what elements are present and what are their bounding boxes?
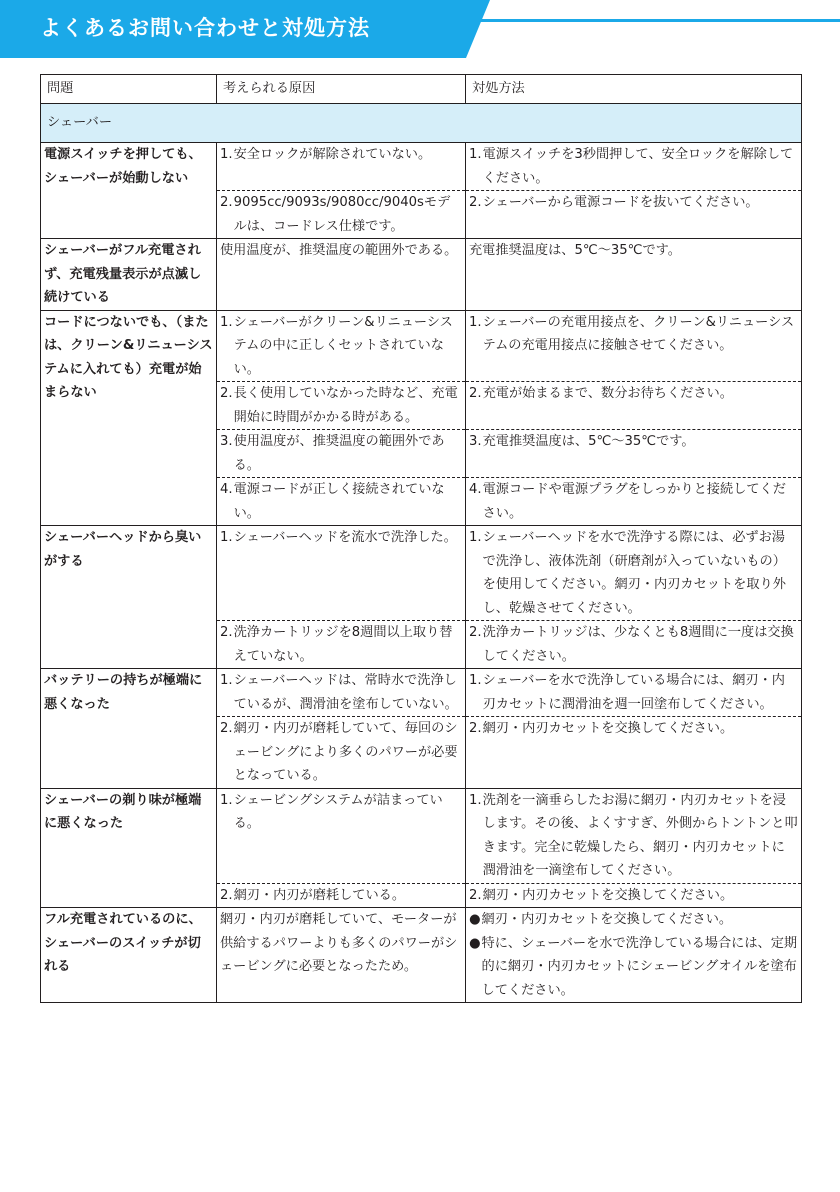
item-number: 2. [220, 625, 233, 640]
cause-cell [217, 310, 466, 382]
item-number: 1. [220, 314, 233, 330]
item-text: 網刃・内刃が磨耗していて、毎回のシェービングにより多くのパワーが必要となっている。 [233, 721, 458, 783]
problem-cell: 電源スイッチを押しても、シェーバーが始動しない [41, 143, 217, 239]
item-text: 網刃・内刃が磨耗している。 [233, 887, 406, 903]
item-text: 網刃・内刃カセットを交換してください。 [481, 912, 733, 927]
column-header-cause: 考えられる原因 [217, 75, 466, 104]
problem-cell: シェーバーの剃り味が極端に悪くなった [41, 788, 217, 908]
cause-cell [217, 478, 466, 526]
remedy-item [469, 717, 798, 741]
cause-item [220, 621, 462, 668]
item-text: シェーバーヘッドを流水で洗浄した。 [233, 530, 457, 545]
problem-cell: シェーバーがフル充電されず、充電残量表示が点滅し続けている [41, 239, 217, 311]
remedy-cell [466, 430, 802, 478]
item-number: 3. [220, 434, 233, 449]
table-row [41, 526, 802, 621]
cause-item [220, 526, 462, 550]
cause-cell [217, 788, 466, 883]
item-text: 使用温度が、推奨温度の範囲外である。 [220, 243, 458, 258]
remedy-cell [466, 143, 802, 191]
remedy-item [469, 311, 798, 358]
remedy-bullet [469, 932, 798, 1003]
item-text: 網刃・内刃が磨耗していて、モーターが供給するパワーよりも多くのパワーがシェービングに必要となったため。 [220, 912, 458, 974]
remedy-cell [466, 310, 802, 382]
cause-item [220, 789, 462, 836]
item-text: 特に、シェーバーを水で洗浄している場合には、定期的に網刃・内刃カセットにシェービングオイルを塗布してください。 [481, 935, 798, 998]
item-text: 充電推奨温度は、5℃〜35℃です。 [482, 434, 695, 449]
item-text: 長く使用していなかった時など、充電開始に時間がかかる時がある。 [233, 386, 458, 425]
item-number: 1. [220, 673, 233, 688]
bullet-icon: ● [469, 935, 481, 951]
cause-item [220, 311, 462, 382]
item-text: 使用温度が、推奨温度の範囲外である。 [233, 434, 445, 473]
remedy-cell [466, 669, 802, 717]
remedy-item [469, 143, 798, 190]
remedy-cell [466, 883, 802, 908]
remedy-item [469, 526, 798, 620]
cause-cell [217, 143, 466, 191]
remedy-cell [466, 908, 802, 1003]
item-text: 洗浄カートリッジは、少なくとも8週間に一度は交換してください。 [482, 625, 794, 664]
cause-cell [217, 239, 466, 311]
cause-cell [217, 382, 466, 430]
item-text: シェーバーの充電用接点を、クリーン&リニューシステムの充電用接点に接触させてください。 [482, 314, 795, 353]
item-number: 1. [220, 792, 233, 808]
item-number: 2. [220, 195, 233, 210]
cause-item [220, 382, 462, 429]
item-number: 1. [469, 314, 482, 330]
item-number: 2. [469, 887, 482, 903]
cause-item [220, 143, 462, 167]
remedy-cell [466, 717, 802, 789]
remedy-item [469, 789, 798, 883]
remedy-item [469, 382, 798, 406]
item-number: 2. [469, 721, 482, 736]
category-label: シェーバー [41, 104, 802, 143]
remedy-cell [466, 478, 802, 526]
remedy-item [469, 191, 798, 215]
remedy-item [469, 884, 798, 908]
item-number: 2. [220, 386, 233, 401]
item-number: 1. [469, 792, 482, 808]
cause-item [220, 478, 462, 525]
item-text: 洗剤を一滴垂らしたお湯に網刃・内刃カセットを浸します。その後、よくすすぎ、外側からトントンと叩きます。完全に乾燥したら、網刃・内刃カセットに潤滑油を一滴塗布してください。 [482, 792, 798, 878]
cause-item [220, 191, 462, 238]
cause-cell [217, 621, 466, 669]
item-number: 3. [469, 434, 482, 449]
cause-cell [217, 717, 466, 789]
item-text: シェーバーから電源コードを抜いてください。 [482, 195, 759, 210]
remedy-cell [466, 382, 802, 430]
item-number: 1. [469, 673, 482, 688]
cause-cell [217, 908, 466, 1003]
problem-cell: バッテリーの持ちが極端に悪くなった [41, 669, 217, 789]
item-text: 9095cc/9093s/9080cc/9040sモデルは、コードレス仕様です。 [233, 195, 451, 234]
item-text: シェーバーがクリーン&リニューシステムの中に正しくセットされていない。 [233, 314, 453, 377]
category-row [41, 104, 802, 143]
bullet-icon: ● [469, 912, 481, 927]
cause-item [220, 908, 462, 979]
table-row [41, 239, 802, 311]
item-text: シェービングシステムが詰まっている。 [233, 792, 443, 831]
cause-cell [217, 883, 466, 908]
cause-item [220, 884, 462, 908]
remedy-item [469, 621, 798, 668]
item-number: 4. [220, 482, 233, 497]
remedy-cell [466, 526, 802, 621]
remedy-cell [466, 621, 802, 669]
problem-cell: フル充電されているのに、シェーバーのスイッチが切れる [41, 908, 217, 1003]
item-number: 2. [469, 386, 482, 401]
cause-cell [217, 526, 466, 621]
item-text: 安全ロックが解除されていない。 [233, 147, 432, 162]
item-text: 電源スイッチを3秒間押して、安全ロックを解除してください。 [482, 147, 794, 186]
table-row [41, 310, 802, 382]
cause-item [220, 239, 462, 263]
column-header-problem: 問題 [41, 75, 217, 104]
remedy-bullet [469, 908, 798, 932]
item-number: 1. [469, 530, 482, 545]
item-number: 4. [469, 482, 482, 497]
page-title: よくあるお問い合わせと対処方法 [40, 16, 370, 40]
item-number: 2. [469, 195, 482, 210]
table-row [41, 788, 802, 883]
item-number: 2. [220, 721, 233, 736]
item-text: シェーバーヘッドを水で洗浄する際には、必ずお湯で洗浄し、液体洗剤（研磨剤が入っていないもの）を使用してください。網刃・内刃カセットを取り外し、乾燥させてください。 [482, 530, 786, 616]
item-text: 充電推奨温度は、5℃〜35℃です。 [469, 243, 681, 258]
item-text: 電源コードが正しく接続されていない。 [233, 482, 445, 521]
problem-cell: シェーバーヘッドから臭いがする [41, 526, 217, 669]
problem-cell: コードにつないでも、（または、クリーン&リニューシステムに入れても）充電が始まらない [41, 310, 217, 526]
item-text: シェーバーヘッドは、常時水で洗浄しているが、潤滑油を塗布していない。 [233, 673, 458, 712]
cause-item [220, 717, 462, 788]
item-number: 2. [469, 625, 482, 640]
item-number: 2. [220, 887, 233, 903]
column-header-remedy: 対処方法 [466, 75, 802, 104]
item-text: 電源コードや電源プラグをしっかりと接続してください。 [482, 482, 786, 521]
header-rule [470, 19, 840, 22]
remedy-item [469, 478, 798, 525]
cause-cell [217, 191, 466, 239]
item-number: 1. [469, 147, 482, 162]
remedy-item [469, 430, 798, 454]
item-number: 1. [220, 530, 233, 545]
item-number: 1. [220, 147, 233, 162]
cause-item [220, 430, 462, 477]
remedy-cell [466, 788, 802, 883]
cause-cell [217, 430, 466, 478]
item-text: 網刃・内刃カセットを交換してください。 [482, 721, 734, 736]
item-text: シェーバーを水で洗浄している場合には、網刃・内刃カセットに潤滑油を週一回塗布してください。 [482, 673, 785, 712]
cause-item [220, 669, 462, 716]
item-text: 網刃・内刃カセットを交換してください。 [482, 887, 734, 903]
table-row [41, 669, 802, 717]
table-header-row [41, 75, 802, 104]
remedy-cell [466, 239, 802, 311]
remedy-cell [466, 191, 802, 239]
table-row [41, 143, 802, 191]
faq-table [40, 74, 802, 1003]
remedy-item [469, 239, 798, 263]
table-row [41, 908, 802, 1003]
remedy-item [469, 669, 798, 716]
item-text: 充電が始まるまで、数分お待ちください。 [482, 386, 733, 401]
cause-cell [217, 669, 466, 717]
item-text: 洗浄カートリッジを8週間以上取り替えていない。 [233, 625, 453, 664]
